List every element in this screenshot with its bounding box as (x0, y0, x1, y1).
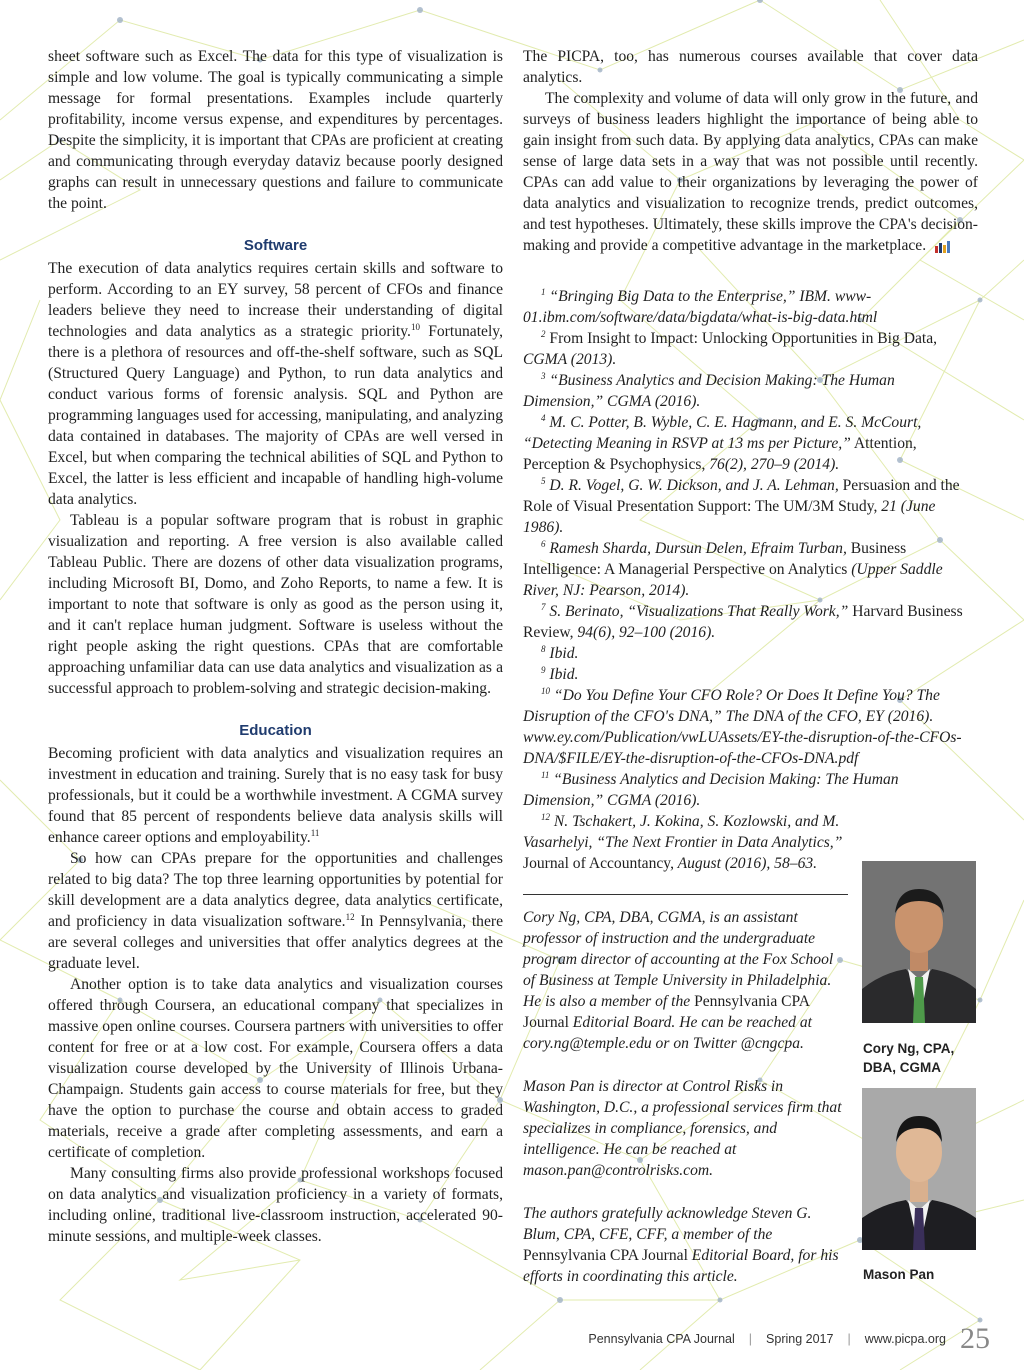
footnote-text: August (2016), 58–63. (673, 855, 818, 872)
paragraph-text: The complexity and volume of data will only grow in the future, and surveys of business leaders highlight the importance of being able to gain insight from such data. By applying data analytics, CPAs can make sense of large data sets in a way that was not possible until recently. CPAs can add value to their organizations by leveraging the power of data analytics and visualization to recognize trends, predict outcomes, and test hypotheses. Ultimately, these skills improve the CPA's decision-making and provide a competitive advantage in the marketplace. (523, 90, 978, 254)
paragraph-text: Fortunately, there is a plethora of resources and off-the-shelf software, such as SQL (Structured Query Language) and Python, to run data analytics and conduct various forms of forensic analysis. SQL and Python are programming languages used for accessing, manipulating, and analyzing data contained in databases. The majority of CPAs are well versed in Excel, but when comparing the technical abilities of SQL and Python to Excel, the latter is less efficient and incapable of handling high-volume data analytics. (48, 323, 503, 508)
bio-divider (523, 894, 848, 895)
body-paragraph (48, 848, 503, 974)
footnote-text: (Upper Saddle River, NJ: Pearson, 2014). (523, 561, 943, 599)
caption-line: DBA, CGMA (863, 1060, 941, 1075)
footnote (523, 412, 978, 475)
section-heading-education: Education (239, 722, 312, 739)
footnote (523, 811, 848, 874)
footnote-text: Journal of Accountancy, (523, 855, 674, 872)
portrait-photo (862, 1088, 976, 1250)
footnote (523, 328, 978, 370)
footnote-number: 6 (541, 538, 546, 549)
footnotes (523, 286, 978, 874)
footer-separator: | (748, 1332, 753, 1346)
bio-text: Pennsylvania CPA Journal (523, 993, 810, 1031)
footnote-number: 9 (541, 664, 546, 675)
left-column (48, 46, 503, 1247)
footnote-ref: 12 (345, 911, 355, 922)
footnote-text: Persuasion and the Role of Visual Presentation Support: The UM/3M Study, (523, 477, 960, 515)
footnote-number: 1 (541, 286, 546, 297)
footer-separator: | (847, 1332, 851, 1346)
paragraph-text: So how can CPAs prepare for the opportunities and challenges related to big data? The top three learning opportunities by potential for skill development are a data analytics degree, data analytics certificate, and proficiency in data visualization software. (48, 850, 503, 930)
footnote-text: “Business Analytics and Decision Making: The Human Dimension,” CGMA (2016). (523, 771, 899, 809)
footnote-text: “Do You Define Your CFO Role? Or Does It Define You? The Disruption of the CFO's DNA,” The DNA of the CFO, EY (2016). www.ey.com/Publication/vwLUAssets/EY-the-disruption-of-the-CFOs-DNA/$FILE/EY-the-disruption-of-the-CFOs-DNA.pdf (523, 687, 962, 767)
footnote-number: 11 (541, 769, 550, 780)
footnote-text: CGMA (2013). (523, 351, 617, 368)
footnote (523, 664, 978, 685)
footnote-ref: 11 (310, 827, 320, 838)
paragraph-text: Becoming proficient with data analytics and visualization requires an investment in education and training. Surely that is no easy task for busy professionals, but it could be a worthwhile investment. A CGMA survey found that 85 percent of respondents believe data analysis skills will enhance career options and employability. (48, 745, 503, 846)
footnote-text: Harvard Business Review, (523, 603, 963, 641)
ack-text: Editorial Board, for his efforts in coordinating this article. (523, 1247, 839, 1285)
footnote (523, 601, 978, 643)
footnote (523, 769, 978, 811)
footnote-ref: 10 (410, 321, 420, 332)
footnote (523, 643, 978, 664)
paragraph-text: In Pennsylvania, there are several colleges and universities that offer analytics degrees at the graduate level. (48, 913, 503, 972)
bio-text: Cory Ng, CPA, DBA, CGMA, is an assistant professor of instruction and the undergraduate program director of accounting at the Fox School of Business at Temple University in Philadelphia. He is also a member of the (523, 909, 834, 1010)
footnote-text: D. R. Vogel, G. W. Dickson, and J. A. Lehman, (549, 477, 839, 494)
footnote-number: 8 (541, 643, 546, 654)
footnote-text: 21 (June 1986). (523, 498, 936, 536)
footer-journal: Pennsylvania CPA Journal (588, 1332, 735, 1346)
portrait-photo (862, 861, 976, 1023)
footnote-number: 3 (541, 370, 546, 381)
footnote-number: 10 (541, 685, 550, 696)
section-heading-software: Software (243, 237, 308, 254)
footnote-text: “Business Analytics and Decision Making: The Human Dimension,” CGMA (2016). (523, 372, 895, 410)
footnote (523, 538, 978, 601)
ack-text: The authors gratefully acknowledge Steven G. Blum, CPA, CFE, CFF, a member of the (523, 1205, 812, 1243)
footnote-number: 4 (541, 412, 546, 423)
body-paragraph: Another option is to take data analytics and visualization courses offered through Coursera, an educational company that specializes in massive open online courses. Coursera partners with universities to offer content for free or at a low cost. For example, Coursera offers a data visualization course developed by the University of Illinois Urbana-Champaign. Students gain access to course materials for free, but they have the option to purchase the course and obtain access to graded materials, receive a grade after completing assessments, and earn a certificate of completion. (48, 976, 503, 1161)
body-paragraph: Tableau is a popular software program that is robust in graphic visualization and reporting. A free version is also available called Tableau Public. There are dozens of other data visualization programs, including Microsoft BI, Domo, and Zoho Reports, to name a few. It is important to note that software is only as good as the person using it, and it can't replace human judgment. Software is useless without the right people asking the right questions. CPAs that are comfortable approaching unfamiliar data can use data analytics and visualization as a successful approach to problem-solving and strategic decision-making. (48, 512, 503, 697)
footnote-text: Business Intelligence: A Managerial Perspective on Analytics (523, 540, 907, 578)
footnote-text: N. Tschakert, J. Kokina, S. Kozlowski, and M. Vasarhelyi, “The Next Frontier in Data Analytics,” (523, 813, 843, 851)
footnote (523, 286, 978, 328)
footnote-text: 94(6), 92–100 (2016). (573, 624, 716, 641)
footer-issue: Spring 2017 (766, 1332, 834, 1346)
journal-endmark-icon (934, 240, 950, 253)
page-footer (588, 1322, 990, 1356)
body-paragraph: The PICPA, too, has numerous courses available that cover data analytics. (523, 48, 978, 86)
footnote-text: “Bringing Big Data to the Enterprise,” IBM. www-01.ibm.com/software/data/bigdata/what-is-big-data.html (523, 288, 878, 326)
body-paragraph (523, 88, 978, 256)
acknowledgment (523, 1203, 848, 1287)
footnote-text: Ibid. (549, 666, 579, 683)
footnote-number: 12 (541, 811, 550, 822)
body-paragraph: sheet software such as Excel. The data for this type of visualization is simple and low volume. The goal is typically communicating a simple message for formal presentations. Examples include quarterly profitability, income versus expense, and expenditures by percentages. Despite the simplicity, it is important that CPAs are proficient at creating and communicating through everyday dataviz because poorly designed graphs can result in unnecessary questions and failure to communicate the point. (48, 48, 503, 212)
portrait-photo-pan (862, 1088, 976, 1250)
footnote-text: Ramesh Sharda, Dursun Delen, Efraim Turban, (549, 540, 847, 557)
caption-line: Cory Ng, CPA, (863, 1041, 955, 1056)
portrait-photo-ng (862, 861, 976, 1023)
footnote-number: 2 (541, 328, 546, 339)
footnote-text: From Insight to Impact: Unlocking Opportunities in Big Data, (549, 330, 938, 347)
footnote (523, 475, 978, 538)
ack-text: Pennsylvania CPA Journal (523, 1247, 688, 1264)
footnote-text: Attention, Perception & Psychophysics, (523, 435, 917, 473)
footnote-text: M. C. Potter, B. Wyble, C. E. Hagmann, and E. S. McCourt, “Detecting Meaning in RSVP at 13 ms per Picture,” (523, 414, 922, 452)
page-number: 25 (960, 1322, 990, 1355)
footer-url[interactable]: www.picpa.org (864, 1332, 946, 1346)
body-paragraph (48, 258, 503, 510)
footnote-number: 5 (541, 475, 546, 486)
footnote (523, 685, 978, 769)
bio-text: Editorial Board. He can be reached at cory.ng@temple.edu or on Twitter @cngcpa. (523, 1014, 813, 1052)
body-paragraph (48, 743, 503, 848)
body-paragraph: Many consulting firms also provide professional workshops focused on data analytics and visualization proficiency in a variety of formats, including online, traditional live-classroom instruction, accelerated 90-minute sessions, and multiple-week classes. (48, 1165, 503, 1245)
footnote-text: 76(2), 270–9 (2014). (705, 456, 840, 473)
footnote-text: Ibid. (549, 645, 579, 662)
footnote-number: 7 (541, 601, 546, 612)
footnote-text: S. Berinato, “Visualizations That Really Work,” (549, 603, 849, 620)
author-bio-pan: Mason Pan is director at Control Risks in Washington, D.C., a professional services firm that specializes in compliance, forensics, and intelligence. He can be reached at mason.pan@controlrisks.com. (523, 1078, 842, 1179)
paragraph-text: The execution of data analytics requires certain skills and software to perform. According to an EY survey, 58 percent of CFOs and finance leaders believe they need to increase their understanding of digital technologies and data analytics as a strategic priority. (48, 260, 503, 340)
author-bio-ng (523, 907, 848, 1054)
photo-caption-ng (863, 1039, 954, 1077)
photo-caption-pan: Mason Pan (863, 1267, 935, 1282)
footnote (523, 370, 978, 412)
